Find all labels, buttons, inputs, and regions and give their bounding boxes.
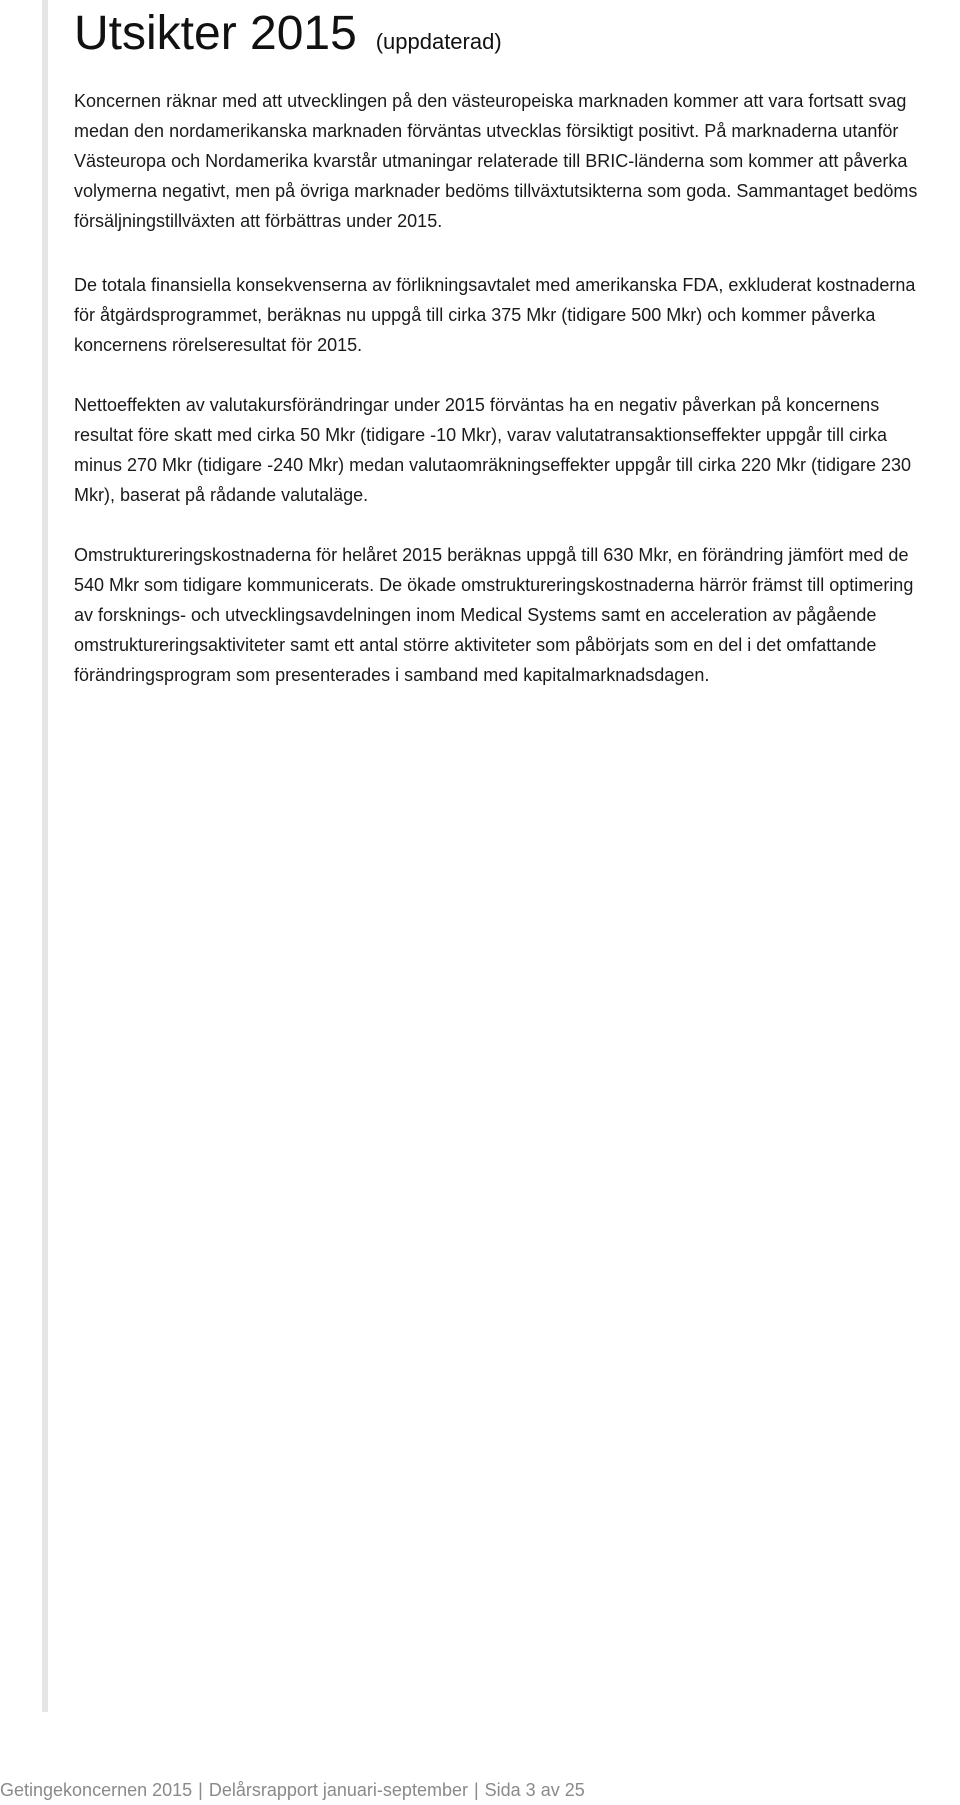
footer-company: Getingekoncernen 2015: [0, 1780, 193, 1800]
paragraph-restructuring-costs: Omstruktureringskostnaderna för helåret 2015 beräknas uppgå till 630 Mkr, en förändring jämfört med de 540 Mkr som tidigare kommunicerats. De ökade omstruktureringskostnaderna härrör främst till optimering av forsknings- och utvecklingsavdelningen inom Medical Systems samt en acceleration av pågående omstruktureringsaktiviteter samt ett antal större aktiviteter som påbörjats som en del i det omfattande förändringsprogram som presenterades i samband med kapitalmarknadsdagen.: [74, 545, 914, 685]
footer-report-title: Delårsrapport januari-september: [208, 1780, 468, 1800]
paragraph-market-outlook: Koncernen räknar med att utvecklingen på den västeuropeiska marknaden kommer att vara fortsatt svag medan den nordamerikanska marknaden förväntas utvecklas försiktigt positivt. På marknaderna utanför Västeuropa och Nordamerika kvarstår utmaningar relaterade till BRIC-länderna som kommer att påverka volymerna negativt, men på övriga marknader bedöms tillväxtutsikterna som goda. Sammantaget bedöms försäljningstillväxten att förbättras under 2015.: [74, 91, 918, 231]
footer-page-number: Sida 3 av 25: [484, 1780, 585, 1800]
page-title-suffix: (uppdaterad): [375, 29, 502, 54]
paragraph-currency-effects: Nettoeffekten av valutakursförändringar under 2015 förväntas ha en negativ påverkan på koncernens resultat före skatt med cirka 50 Mkr (tidigare -10 Mkr), varav valutatransaktionseffekter uppgår till cirka minus 270 Mkr (tidigare -240 Mkr) medan valutaomräkningseffekter uppgår till cirka 220 Mkr (tidigare 230 Mkr), baserat på rådande valutaläge.: [74, 395, 912, 505]
footer-separator: |: [473, 1780, 479, 1800]
page-margin-rule: [42, 0, 48, 1712]
footer-separator: |: [198, 1780, 203, 1800]
paragraph-fda-settlement: De totala finansiella konsekvenserna av förlikningsavtalet med amerikanska FDA, exkluderat kostnaderna för åtgärdsprogrammet, beräknas nu uppgå till cirka 375 Mkr (tidigare 500 Mkr) och kommer påverka koncernens rörelseresultat för 2015.: [74, 275, 916, 355]
page-title-main: Utsikter 2015: [74, 7, 357, 60]
page-footer: [0, 1778, 585, 1802]
page-title: [74, 0, 936, 64]
page-content: [74, 0, 936, 690]
